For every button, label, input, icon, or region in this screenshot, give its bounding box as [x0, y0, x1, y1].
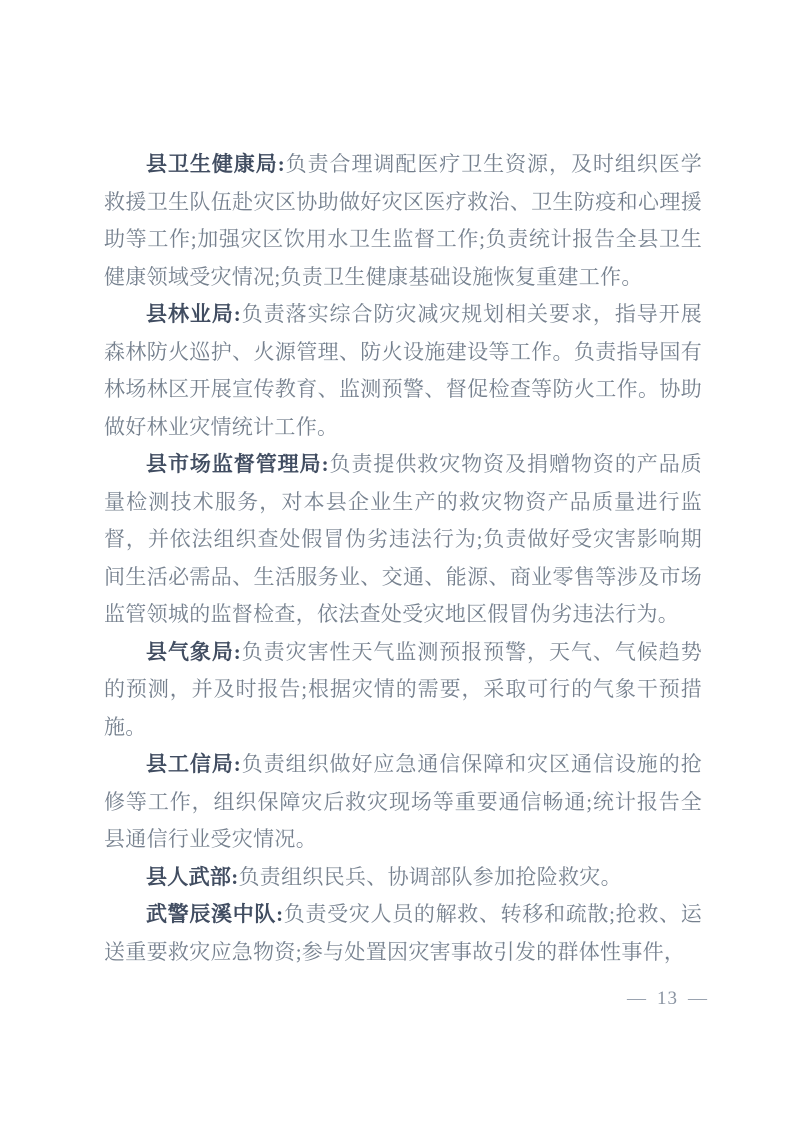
paragraph-head: 武警辰溪中队:	[146, 902, 284, 926]
paragraph-forestry-bureau	[104, 296, 702, 446]
paragraph-head: 县气象局:	[146, 639, 242, 664]
page-number-value: 13	[657, 988, 678, 1009]
document-body	[104, 146, 702, 971]
paragraph-industry-information-bureau	[104, 746, 702, 859]
paragraph-head: 县卫生健康局:	[146, 152, 285, 176]
paragraph-body: 负责组织民兵、协调部队参加抢险救灾。	[238, 864, 622, 889]
paragraph-body: 负责灾害性天气监测预报预警，天气、气候趋势的预测，并及时报告;根据灾情的需要，采取可行的气象干预措施。	[104, 639, 702, 739]
paragraph-meteorological-bureau	[104, 634, 702, 747]
paragraph-head: 县工信局:	[146, 752, 242, 776]
page-number-dash-left: —	[627, 988, 647, 1009]
paragraph-body: 负责组织做好应急通信保障和灾区通信设施的抢修等工作，组织保障灾后救灾现场等重要通信畅通;统计报告全县通信行业受灾情况。	[104, 752, 702, 851]
paragraph-body: 负责落实综合防灾减灾规划相关要求，指导开展森林防火巡护、火源管理、防火设施建设等工作。负责指导国有林场林区开展宣传教育、监测预警、督促检查等防火工作。协助做好林业灾情统计工作。	[104, 302, 702, 439]
paragraph-head: 县人武部:	[146, 864, 239, 889]
paragraph-market-supervision-bureau	[104, 446, 702, 634]
paragraph-armed-police-squadron	[104, 896, 702, 971]
page-number-dash-right: —	[688, 988, 708, 1009]
page-number	[627, 988, 708, 1010]
paragraph-health-bureau	[104, 146, 702, 296]
paragraph-military-department	[104, 859, 702, 897]
paragraph-body: 负责受灾人员的解救、转移和疏散;抢救、运送重要救灾应急物资;参与处置因灾害事故引发的群体性事件，	[104, 902, 702, 964]
paragraph-head: 县市场监督管理局:	[146, 452, 329, 476]
paragraph-body: 负责提供救灾物资及捐赠物资的产品质量检测技术服务，对本县企业生产的救灾物资产品质量进行监督，并依法组织查处假冒伪劣违法行为;负责做好受灾害影响期间生活必需品、生活服务业、交通、能源、商业零售等涉及市场监管领城的监督检查，依法查处受灾地区假冒伪劣违法行为。	[104, 452, 702, 626]
paragraph-body: 负责合理调配医疗卫生资源，及时组织医学救援卫生队伍赴灾区协助做好灾区医疗救治、卫生防疫和心理援助等工作;加强灾区饮用水卫生监督工作;负责统计报告全县卫生健康领域受灾情况;负责卫生健康基础设施恢复重建工作。	[104, 152, 702, 289]
paragraph-head: 县林业局:	[146, 302, 242, 326]
